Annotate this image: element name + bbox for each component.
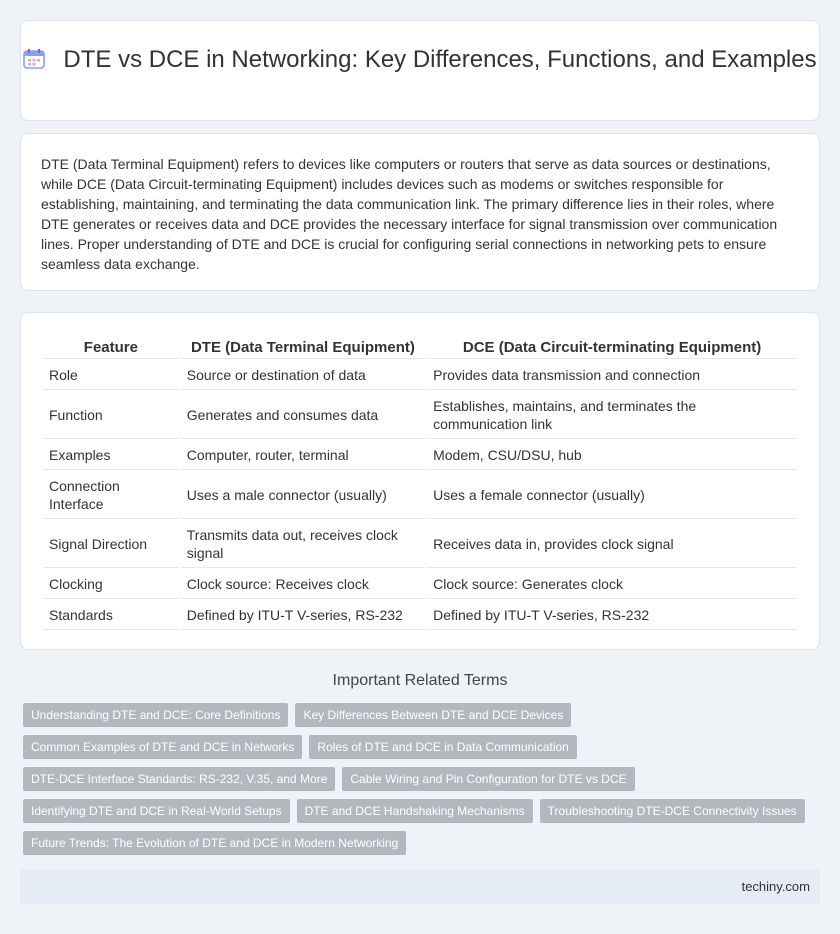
table-cell: Receives data in, provides clock signal <box>427 521 797 568</box>
footer <box>20 870 820 904</box>
table-cell: Source or destination of data <box>181 361 425 390</box>
table-cell: Transmits data out, receives clock signal <box>181 521 425 568</box>
footer-site-link[interactable]: techiny.com <box>741 879 810 894</box>
related-term-chip[interactable]: Roles of DTE and DCE in Data Communication <box>309 735 576 759</box>
table-cell: Establishes, maintains, and terminates the communication link <box>427 392 797 439</box>
table-cell: Computer, router, terminal <box>181 441 425 470</box>
intro-card <box>20 133 820 291</box>
table-cell: Clock source: Generates clock <box>427 570 797 599</box>
table-cell: Generates and consumes data <box>181 392 425 439</box>
related-term-chip[interactable]: Cable Wiring and Pin Configuration for DTE vs DCE <box>342 767 634 791</box>
page-title: DTE vs DCE in Networking: Key Differences, Functions, and Examples <box>63 46 817 73</box>
chip-row <box>23 735 813 759</box>
table-cell: Role <box>43 361 179 390</box>
table-cell: Provides data transmission and connection <box>427 361 797 390</box>
chip-row <box>23 767 813 791</box>
chip-row <box>23 799 813 823</box>
table-cell: Modem, CSU/DSU, hub <box>427 441 797 470</box>
table-cell: Clocking <box>43 570 179 599</box>
table-cell: Uses a female connector (usually) <box>427 472 797 519</box>
table-cell: Uses a male connector (usually) <box>181 472 425 519</box>
table-row <box>43 570 797 599</box>
related-term-chip[interactable]: DTE-DCE Interface Standards: RS-232, V.35, and More <box>23 767 335 791</box>
chip-row <box>23 703 813 727</box>
table-cell: Clock source: Receives clock <box>181 570 425 599</box>
calendar-icon <box>23 49 45 69</box>
title-card <box>20 20 820 121</box>
related-term-chip[interactable]: Troubleshooting DTE-DCE Connectivity Issues <box>540 799 805 823</box>
table-row <box>43 361 797 390</box>
related-term-chip[interactable]: Understanding DTE and DCE: Core Definitions <box>23 703 288 727</box>
header-feature: Feature <box>43 335 179 359</box>
header-dte: DTE (Data Terminal Equipment) <box>181 335 425 359</box>
intro-paragraph: DTE (Data Terminal Equipment) refers to devices like computers or routers that serve as data sources or destinations, while DCE (Data Circuit-terminating Equipment) includes devices such as modems or switches responsible for establishing, maintaining, and terminating the data communication link. The primary difference lies in their roles, where DTE generates or receives data and DCE provides the necessary interface for signal transmission over communication lines. Proper understanding of DTE and DCE is crucial for configuring serial connections in networking pets to ensure seamless data exchange. <box>41 156 778 272</box>
table-cell: Standards <box>43 601 179 630</box>
comparison-table-card <box>20 312 820 650</box>
related-term-chip[interactable]: DTE and DCE Handshaking Mechanisms <box>297 799 533 823</box>
related-term-chip[interactable]: Key Differences Between DTE and DCE Devices <box>295 703 571 727</box>
table-cell: Connection Interface <box>43 472 179 519</box>
table-cell: Defined by ITU-T V-series, RS-232 <box>181 601 425 630</box>
chip-row <box>23 831 813 855</box>
related-term-chip[interactable]: Identifying DTE and DCE in Real-World Setups <box>23 799 290 823</box>
page-title-wrap <box>21 45 819 74</box>
table-cell: Function <box>43 392 179 439</box>
table-cell: Defined by ITU-T V-series, RS-232 <box>427 601 797 630</box>
table-row <box>43 601 797 630</box>
related-terms-heading: Important Related Terms <box>332 672 508 689</box>
table-row <box>43 441 797 470</box>
table-row <box>43 392 797 439</box>
table-row <box>43 521 797 568</box>
related-term-chip[interactable]: Common Examples of DTE and DCE in Networks <box>23 735 302 759</box>
table-row <box>43 472 797 519</box>
table-cell: Signal Direction <box>43 521 179 568</box>
comparison-table <box>41 333 799 632</box>
header-dce: DCE (Data Circuit-terminating Equipment) <box>427 335 797 359</box>
related-term-chip[interactable]: Future Trends: The Evolution of DTE and DCE in Modern Networking <box>23 831 406 855</box>
table-header-row <box>43 335 797 359</box>
related-terms-list <box>23 703 813 863</box>
table-cell: Examples <box>43 441 179 470</box>
